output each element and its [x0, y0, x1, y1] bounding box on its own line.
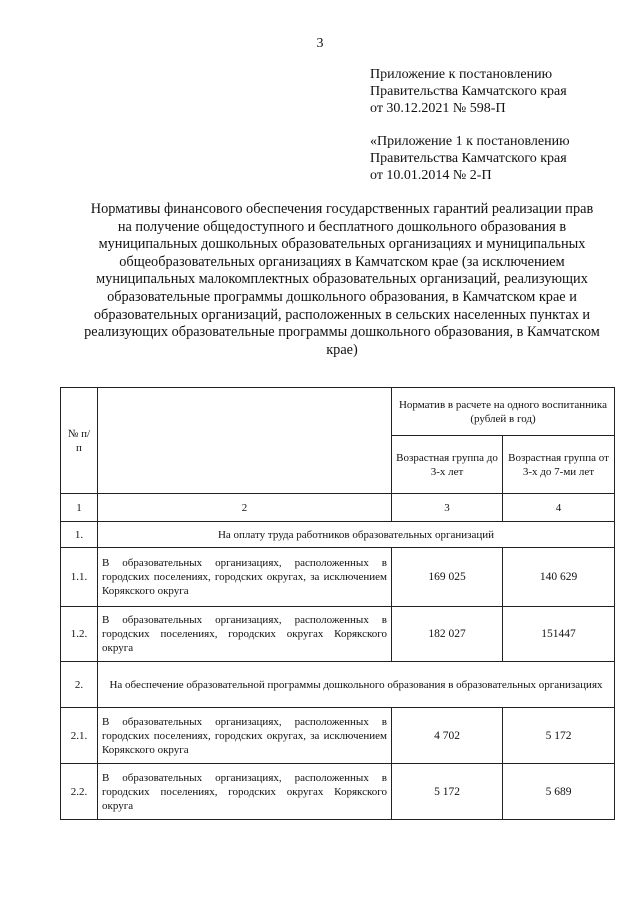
header-description — [98, 388, 392, 494]
title-line: на получение общедоступного и бесплатного дошкольного образования в — [117, 218, 567, 235]
title-line: реализующих образовательные программы дошкольного образования, в Камчатском — [84, 324, 600, 341]
row-number: 1.1. — [61, 548, 98, 607]
row-number: 2.2. — [61, 764, 98, 820]
title-line: муниципальных дошкольных образовательных организациях и муниципальных — [98, 236, 586, 253]
value-3-to-7: 5 172 — [503, 708, 615, 764]
value-under-3: 182 027 — [392, 607, 503, 662]
column-number: 1 — [61, 494, 98, 522]
row-number: 1.2. — [61, 607, 98, 662]
page-number: 3 — [316, 36, 324, 51]
row-description: В образовательных организациях, расположенных в городских поселениях, городских округах Корякского округа — [98, 607, 392, 662]
column-number: 4 — [503, 494, 615, 522]
section-title: На обеспечение образовательной программы дошкольного образования в образовательных организациях — [98, 662, 615, 708]
title-line: образовательные программы дошкольного образования, в Камчатском крае и — [107, 288, 577, 305]
value-under-3: 169 025 — [392, 548, 503, 607]
column-number: 3 — [392, 494, 503, 522]
value-3-to-7: 140 629 — [503, 548, 615, 607]
table-row — [61, 607, 615, 662]
appendix-line: Правительства Камчатского края — [370, 84, 567, 99]
column-numbers-row — [61, 494, 615, 522]
column-number: 2 — [98, 494, 392, 522]
row-number: 2.1. — [61, 708, 98, 764]
header-norm: Норматив в расчете на одного воспитанника (рублей в год) — [392, 388, 615, 436]
appendix-reference-previous — [370, 133, 570, 184]
norms-table — [60, 387, 615, 820]
row-description: В образовательных организациях, расположенных в городских поселениях, городских округах Корякского округа — [98, 764, 392, 820]
row-number: 1. — [61, 522, 98, 548]
value-3-to-7: 5 689 — [503, 764, 615, 820]
row-description: В образовательных организациях, расположенных в городских поселениях, городских округах, за исключением Корякского округа — [98, 548, 392, 607]
appendix-reference-current — [370, 66, 567, 117]
section-title: На оплату труда работников образовательных организаций — [98, 522, 615, 548]
appendix-line: «Приложение 1 к постановлению — [370, 134, 570, 149]
value-3-to-7: 151447 — [503, 607, 615, 662]
table-row — [61, 708, 615, 764]
table-row — [61, 548, 615, 607]
title-line: крае) — [326, 341, 358, 358]
section-row — [61, 522, 615, 548]
document-title — [64, 201, 620, 359]
appendix-line: от 30.12.2021 № 598-П — [370, 101, 506, 116]
value-under-3: 4 702 — [392, 708, 503, 764]
header-row-number: № п/п — [61, 388, 98, 494]
header-age-group-3-to-7: Возрастная группа от 3-х до 7-ми лет — [503, 436, 615, 494]
appendix-line: Приложение к постановлению — [370, 67, 553, 82]
section-row — [61, 662, 615, 708]
title-line: муниципальных малокомплектных образовательных организаций, реализующих — [96, 271, 588, 288]
value-under-3: 5 172 — [392, 764, 503, 820]
table-row — [61, 764, 615, 820]
title-line: образовательных организаций, расположенных в сельских населенных пунктах и — [93, 306, 591, 323]
header-age-group-under-3: Возрастная группа до 3-х лет — [392, 436, 503, 494]
appendix-line: Правительства Камчатского края — [370, 151, 567, 166]
title-line: Нормативы финансового обеспечения государственных гарантий реализации прав — [90, 201, 594, 217]
appendix-line: от 10.01.2014 № 2-П — [370, 168, 492, 183]
title-line: общеобразовательных организациях в Камчатском крае (за исключением — [119, 253, 565, 270]
row-description: В образовательных организациях, расположенных в городских поселениях, городских округах, за исключением Корякского округа — [98, 708, 392, 764]
table-header-row — [61, 388, 615, 436]
row-number: 2. — [61, 662, 98, 708]
